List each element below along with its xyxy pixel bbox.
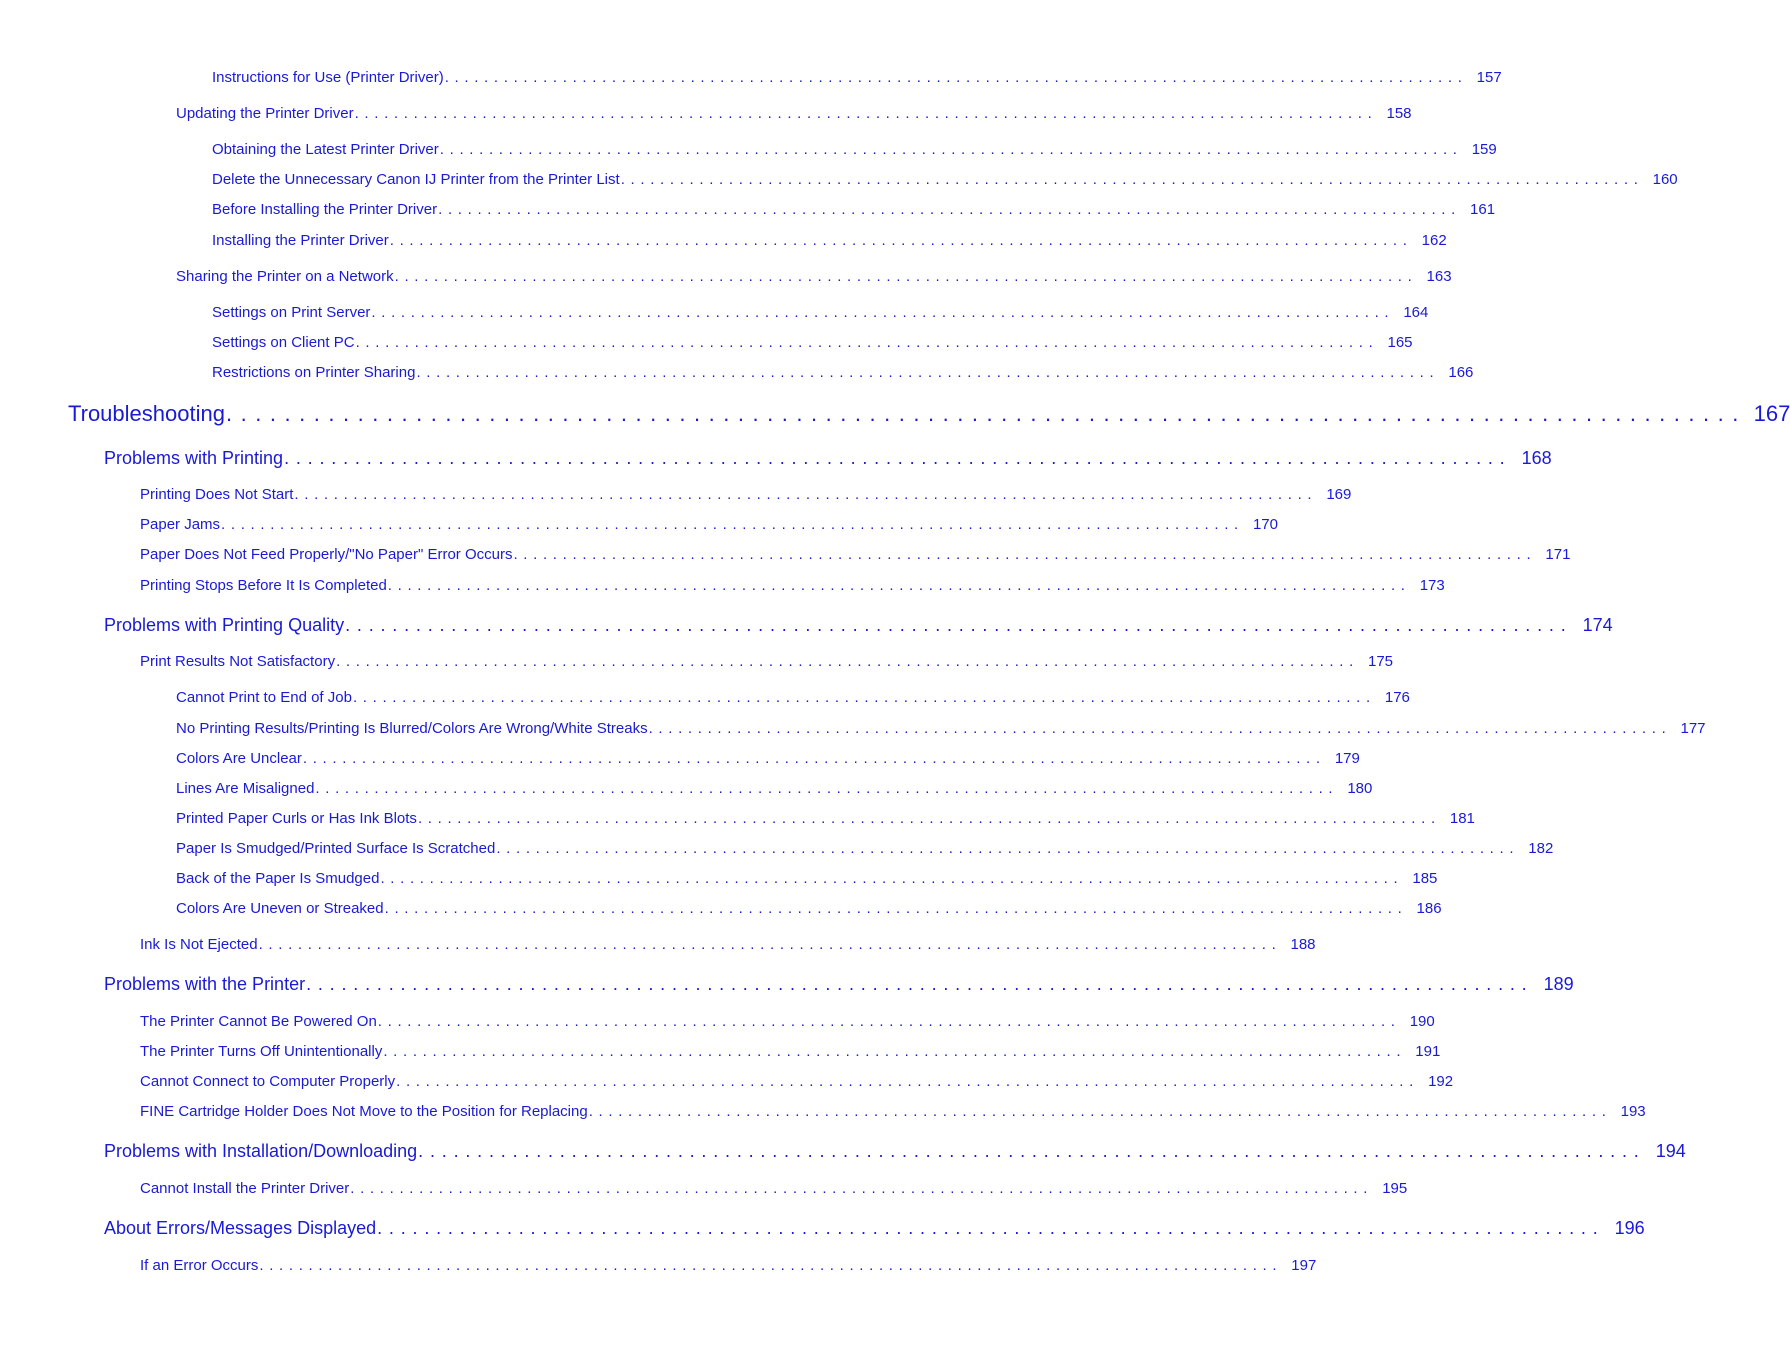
toc-entry-page-number: 192 bbox=[1428, 1073, 1454, 1090]
toc-entry-title: FINE Cartridge Holder Does Not Move to the Position for Replacing bbox=[140, 1103, 588, 1120]
dot-leader: . . . . . . . . . . . . . . . . . . . . . . . . . . . . . . . . . . . . . . . . . . . . . . . . . . . . . . . . . . . . . . . . . . . . . . . . . . . . . . . . . . . . . . . . . . . . . . . . . . . . . . . . bbox=[336, 653, 1354, 670]
dot-leader: . . . . . . . . . . . . . . . . . . . . . . . . . . . . . . . . . . . . . . . . . . . . . . . . . . . . . . . . . . . . . . . . . . . . . . . . . . . . . . . . . . . . . . . . . . . . . . . . . . . . . . . . bbox=[384, 900, 1403, 917]
toc-entry[interactable] bbox=[140, 1013, 1435, 1031]
dot-leader: . . . . . . . . . . . . . . . . . . . . . . . . . . . . . . . . . . . . . . . . . . . . . . . . . . . . . . . . . . . . . . . . . . . . . . . . . . . . . . . . . . . . . . . . . . . . . . . . . . . . . . . . bbox=[259, 1257, 1278, 1274]
toc-entry[interactable] bbox=[212, 334, 1413, 352]
toc-entry-title: Ink Is Not Ejected bbox=[140, 936, 258, 953]
dot-leader: . . . . . . . . . . . . . . . . . . . . . . . . . . . . . . . . . . . . . . . . . . . . . . . . . . . . . . . . . . . . . . . . . . . . . . . . . . . . . . . . . . . . . . . . . . . . . . . . . . . . . . . . bbox=[352, 689, 1371, 706]
dot-leader: . . . . . . . . . . . . . . . . . . . . . . . . . . . . . . . . . . . . . . . . . . . . . . . . . . . . . . . . . . . . . . . . . . . . . . . . . . . . . . . . . . . . . . . . . . . . . . . . . . . . . . . . bbox=[620, 171, 1639, 188]
toc-entry-title: Printing Does Not Start bbox=[140, 486, 294, 503]
toc-entry[interactable] bbox=[176, 810, 1475, 828]
toc-entry[interactable] bbox=[176, 105, 1412, 123]
toc-entry[interactable] bbox=[176, 870, 1438, 888]
toc-entry-title: Sharing the Printer on a Network bbox=[176, 268, 394, 285]
dot-leader: . . . . . . . . . . . . . . . . . . . . . . . . . . . . . . . . . . . . . . . . . . . . . . . . . . . . . . . . . . . . . . . . . . . . . . . . . . . . . . . . . . . . . . . . . . . . . . . . . . . . . . . . bbox=[315, 780, 1334, 797]
toc-entry-title: Delete the Unnecessary Canon IJ Printer from the Printer List bbox=[212, 171, 620, 188]
toc-entry-title: Printing Stops Before It Is Completed bbox=[140, 577, 387, 594]
toc-entry-title: The Printer Cannot Be Powered On bbox=[140, 1013, 377, 1030]
dot-leader: . . . . . . . . . . . . . . . . . . . . . . . . . . . . . . . . . . . . . . . . . . . . . . . . . . . . . . . . . . . . . . . . . . . . . . . . . . . . . . . . . . . . . . . . . . . . . . . . . . . . . . . . bbox=[394, 268, 1413, 285]
toc-entry[interactable] bbox=[140, 577, 1445, 595]
toc-entry-title: Problems with Installation/Downloading bbox=[104, 1141, 418, 1161]
dot-leader: . . . . . . . . . . . . . . . . . . . . . . . . . . . . . . . . . . . . . . . . . . . . . . . . . . . . . . . . . . . . . . . . . . . . . . . . . . . . . . . . . . . . . . . . . . . . . . . . . . . . . . . . bbox=[294, 486, 1313, 503]
toc-entry-page-number: 173 bbox=[1419, 577, 1445, 594]
dot-leader: . . . . . . . . . . . . . . . . . . . . . . . . . . . . . . . . . . . . . . . . . . . . . . . . . . . . . . . . . . . . . . . . . . . . . . . . . . . . . . . . . . . . . . . . . . . . . . . . . . . . . . . . bbox=[416, 364, 1435, 381]
toc-entry-title: Before Installing the Printer Driver bbox=[212, 201, 438, 218]
toc-entry-title: Print Results Not Satisfactory bbox=[140, 653, 336, 670]
toc-entry-page-number: 179 bbox=[1334, 750, 1360, 767]
toc-entry-title: Troubleshooting bbox=[68, 401, 225, 426]
toc-entry-page-number: 193 bbox=[1620, 1103, 1646, 1120]
dot-leader: . . . . . . . . . . . . . . . . . . . . . . . . . . . . . . . . . . . . . . . . . . . . . . . . . . . . . . . . . . . . . . . . . . . . . . . . . . . . . . . . . . . . . . . . . . . . . . . . . . . . . . . . bbox=[444, 69, 1463, 86]
toc-entry[interactable] bbox=[140, 546, 1571, 564]
dot-leader: . . . . . . . . . . . . . . . . . . . . . . . . . . . . . . . . . . . . . . . . . . . . . . . . . . . . . . . . . . . . . . . . . . . . . . . . . . . . . . . . . . . . . . . . . . . . . . . . . . . . . . . . bbox=[380, 870, 1399, 887]
toc-entry-title: About Errors/Messages Displayed bbox=[104, 1218, 377, 1238]
toc-entry[interactable] bbox=[176, 840, 1554, 858]
dot-leader: . . . . . . . . . . . . . . . . . . . . . . . . . . . . . . . . . . . . . . . . . . . . . . . . . . . . . . . . . . . . . . . . . . . . . . . . . . . . . . . . . . . . . . . . . . . . . . . . . . . . . . . . bbox=[496, 840, 1515, 857]
toc-entry-page-number: 171 bbox=[1545, 546, 1571, 563]
toc-entry-title: Settings on Client PC bbox=[212, 334, 355, 351]
toc-entry-title: Problems with the Printer bbox=[104, 974, 306, 994]
toc-entry-title: Cannot Print to End of Job bbox=[176, 689, 352, 706]
toc-entry-title: Back of the Paper Is Smudged bbox=[176, 870, 380, 887]
toc-entry-title: Paper Jams bbox=[140, 516, 221, 533]
toc-entry-page-number: 161 bbox=[1470, 201, 1496, 218]
toc-entry[interactable] bbox=[140, 516, 1278, 534]
toc-entry-page-number: 170 bbox=[1252, 516, 1278, 533]
dot-leader: . . . . . . . . . . . . . . . . . . . . . . . . . . . . . . . . . . . . . . . . . . . . . . . . . . . . . . . . . . . . . . . . . . . . . . . . . . . . . . . . . . . . . . . . . . . . . . . . . . . . . . . . bbox=[225, 401, 1740, 426]
toc-entry-page-number: 180 bbox=[1347, 780, 1373, 797]
toc-entry[interactable] bbox=[140, 486, 1352, 504]
dot-leader: . . . . . . . . . . . . . . . . . . . . . . . . . . . . . . . . . . . . . . . . . . . . . . . . . . . . . . . . . . . . . . . . . . . . . . . . . . . . . . . . . . . . . . . . . . . . . . . . . . . . . . . . bbox=[418, 1141, 1640, 1161]
toc-entry-page-number: 169 bbox=[1326, 486, 1352, 503]
dot-leader: . . . . . . . . . . . . . . . . . . . . . . . . . . . . . . . . . . . . . . . . . . . . . . . . . . . . . . . . . . . . . . . . . . . . . . . . . . . . . . . . . . . . . . . . . . . . . . . . . . . . . . . . bbox=[284, 448, 1506, 468]
toc-entry[interactable] bbox=[212, 171, 1678, 189]
toc-entry-title: Problems with Printing bbox=[104, 448, 284, 468]
dot-leader: . . . . . . . . . . . . . . . . . . . . . . . . . . . . . . . . . . . . . . . . . . . . . . . . . . . . . . . . . . . . . . . . . . . . . . . . . . . . . . . . . . . . . . . . . . . . . . . . . . . . . . . . bbox=[258, 936, 1277, 953]
dot-leader: . . . . . . . . . . . . . . . . . . . . . . . . . . . . . . . . . . . . . . . . . . . . . . . . . . . . . . . . . . . . . . . . . . . . . . . . . . . . . . . . . . . . . . . . . . . . . . . . . . . . . . . . bbox=[345, 615, 1567, 635]
toc-entry-title: Restrictions on Printer Sharing bbox=[212, 364, 416, 381]
toc-entry-page-number: 188 bbox=[1290, 936, 1316, 953]
toc-entry[interactable] bbox=[176, 720, 1706, 738]
toc-entry-title: If an Error Occurs bbox=[140, 1257, 259, 1274]
toc-entry[interactable] bbox=[176, 900, 1442, 918]
toc-entry-page-number: 165 bbox=[1387, 334, 1413, 351]
toc-entry[interactable] bbox=[176, 780, 1373, 798]
toc-entry[interactable] bbox=[140, 1073, 1454, 1091]
toc-entry[interactable] bbox=[212, 201, 1496, 219]
toc-entry-title: Installing the Printer Driver bbox=[212, 232, 389, 249]
dot-leader: . . . . . . . . . . . . . . . . . . . . . . . . . . . . . . . . . . . . . . . . . . . . . . . . . . . . . . . . . . . . . . . . . . . . . . . . . . . . . . . . . . . . . . . . . . . . . . . . . . . . . . . . bbox=[377, 1013, 1396, 1030]
toc-entry-page-number: 157 bbox=[1476, 69, 1502, 86]
dot-leader: . . . . . . . . . . . . . . . . . . . . . . . . . . . . . . . . . . . . . . . . . . . . . . . . . . . . . . . . . . . . . . . . . . . . . . . . . . . . . . . . . . . . . . . . . . . . . . . . . . . . . . . . bbox=[355, 334, 1374, 351]
toc-entry-title: No Printing Results/Printing Is Blurred/Colors Are Wrong/White Streaks bbox=[176, 720, 648, 737]
toc-entry[interactable] bbox=[212, 304, 1429, 322]
dot-leader: . . . . . . . . . . . . . . . . . . . . . . . . . . . . . . . . . . . . . . . . . . . . . . . . . . . . . . . . . . . . . . . . . . . . . . . . . . . . . . . . . . . . . . . . . . . . . . . . . . . . . . . . bbox=[513, 546, 1532, 563]
toc-entry-page-number: 166 bbox=[1448, 364, 1474, 381]
toc-entry[interactable] bbox=[176, 268, 1452, 286]
toc-entry-title: Colors Are Unclear bbox=[176, 750, 302, 767]
toc-entry-page-number: 164 bbox=[1403, 304, 1429, 321]
toc-entry-page-number: 174 bbox=[1582, 615, 1613, 635]
toc-entry[interactable] bbox=[176, 750, 1360, 768]
dot-leader: . . . . . . . . . . . . . . . . . . . . . . . . . . . . . . . . . . . . . . . . . . . . . . . . . . . . . . . . . . . . . . . . . . . . . . . . . . . . . . . . . . . . . . . . . . . . . . . . . . . . . . . . bbox=[350, 1180, 1369, 1197]
toc-entry[interactable] bbox=[140, 653, 1394, 671]
dot-leader: . . . . . . . . . . . . . . . . . . . . . . . . . . . . . . . . . . . . . . . . . . . . . . . . . . . . . . . . . . . . . . . . . . . . . . . . . . . . . . . . . . . . . . . . . . . . . . . . . . . . . . . . bbox=[389, 232, 1408, 249]
toc-entry[interactable] bbox=[140, 1180, 1408, 1198]
dot-leader: . . . . . . . . . . . . . . . . . . . . . . . . . . . . . . . . . . . . . . . . . . . . . . . . . . . . . . . . . . . . . . . . . . . . . . . . . . . . . . . . . . . . . . . . . . . . . . . . . . . . . . . . bbox=[302, 750, 1321, 767]
toc-entry[interactable] bbox=[104, 1217, 1645, 1239]
toc-entry-page-number: 182 bbox=[1528, 840, 1554, 857]
dot-leader: . . . . . . . . . . . . . . . . . . . . . . . . . . . . . . . . . . . . . . . . . . . . . . . . . . . . . . . . . . . . . . . . . . . . . . . . . . . . . . . . . . . . . . . . . . . . . . . . . . . . . . . . bbox=[417, 810, 1436, 827]
toc-entry-title: Problems with Printing Quality bbox=[104, 615, 345, 635]
toc-entry-page-number: 162 bbox=[1421, 232, 1447, 249]
toc-entry-title: Printed Paper Curls or Has Ink Blots bbox=[176, 810, 417, 827]
toc-entry-title: Paper Is Smudged/Printed Surface Is Scratched bbox=[176, 840, 496, 857]
toc-entry-title: Colors Are Uneven or Streaked bbox=[176, 900, 384, 917]
toc-entry-page-number: 189 bbox=[1543, 974, 1574, 994]
dot-leader: . . . . . . . . . . . . . . . . . . . . . . . . . . . . . . . . . . . . . . . . . . . . . . . . . . . . . . . . . . . . . . . . . . . . . . . . . . . . . . . . . . . . . . . . . . . . . . . . . . . . . . . . bbox=[377, 1218, 1599, 1238]
toc-entry-title: Instructions for Use (Printer Driver) bbox=[212, 69, 444, 86]
dot-leader: . . . . . . . . . . . . . . . . . . . . . . . . . . . . . . . . . . . . . . . . . . . . . . . . . . . . . . . . . . . . . . . . . . . . . . . . . . . . . . . . . . . . . . . . . . . . . . . . . . . . . . . . bbox=[387, 577, 1406, 594]
toc-entry-page-number: 177 bbox=[1680, 720, 1706, 737]
toc-entry-page-number: 176 bbox=[1384, 689, 1410, 706]
toc-entry-title: Settings on Print Server bbox=[212, 304, 371, 321]
toc-entry-page-number: 191 bbox=[1415, 1043, 1441, 1060]
dot-leader: . . . . . . . . . . . . . . . . . . . . . . . . . . . . . . . . . . . . . . . . . . . . . . . . . . . . . . . . . . . . . . . . . . . . . . . . . . . . . . . . . . . . . . . . . . . . . . . . . . . . . . . . bbox=[306, 974, 1528, 994]
toc-entry-page-number: 168 bbox=[1521, 448, 1552, 468]
toc-entry-title: Obtaining the Latest Printer Driver bbox=[212, 141, 439, 158]
toc-entry-title: Lines Are Misaligned bbox=[176, 780, 315, 797]
toc-entry[interactable] bbox=[140, 1257, 1317, 1275]
dot-leader: . . . . . . . . . . . . . . . . . . . . . . . . . . . . . . . . . . . . . . . . . . . . . . . . . . . . . . . . . . . . . . . . . . . . . . . . . . . . . . . . . . . . . . . . . . . . . . . . . . . . . . . . bbox=[221, 516, 1239, 533]
toc-entry-page-number: 194 bbox=[1655, 1141, 1686, 1161]
toc-entry-title: The Printer Turns Off Unintentionally bbox=[140, 1043, 383, 1060]
dot-leader: . . . . . . . . . . . . . . . . . . . . . . . . . . . . . . . . . . . . . . . . . . . . . . . . . . . . . . . . . . . . . . . . . . . . . . . . . . . . . . . . . . . . . . . . . . . . . . . . . . . . . . . . bbox=[439, 141, 1458, 158]
toc-entry[interactable] bbox=[104, 614, 1613, 636]
toc-entry[interactable] bbox=[212, 364, 1474, 382]
toc-entry-page-number: 175 bbox=[1368, 653, 1394, 670]
dot-leader: . . . . . . . . . . . . . . . . . . . . . . . . . . . . . . . . . . . . . . . . . . . . . . . . . . . . . . . . . . . . . . . . . . . . . . . . . . . . . . . . . . . . . . . . . . . . . . . . . . . . . . . . bbox=[354, 105, 1373, 122]
toc-entry-page-number: 195 bbox=[1382, 1180, 1408, 1197]
toc-entry-page-number: 185 bbox=[1412, 870, 1438, 887]
toc-entry-title: Paper Does Not Feed Properly/"No Paper" Error Occurs bbox=[140, 546, 513, 563]
toc-entry-page-number: 160 bbox=[1652, 171, 1678, 188]
toc-entry[interactable] bbox=[212, 232, 1447, 250]
toc-entry-page-number: 197 bbox=[1291, 1257, 1317, 1274]
toc-entry-page-number: 158 bbox=[1386, 105, 1412, 122]
toc-entry[interactable] bbox=[176, 689, 1410, 707]
toc-entry[interactable] bbox=[140, 1043, 1441, 1061]
toc-entry[interactable] bbox=[104, 1140, 1686, 1162]
dot-leader: . . . . . . . . . . . . . . . . . . . . . . . . . . . . . . . . . . . . . . . . . . . . . . . . . . . . . . . . . . . . . . . . . . . . . . . . . . . . . . . . . . . . . . . . . . . . . . . . . . . . . . . . bbox=[383, 1043, 1402, 1060]
toc-entry-page-number: 190 bbox=[1409, 1013, 1435, 1030]
toc-entry-title: Cannot Connect to Computer Properly bbox=[140, 1073, 396, 1090]
dot-leader: . . . . . . . . . . . . . . . . . . . . . . . . . . . . . . . . . . . . . . . . . . . . . . . . . . . . . . . . . . . . . . . . . . . . . . . . . . . . . . . . . . . . . . . . . . . . . . . . . . . . . . . . bbox=[396, 1073, 1415, 1090]
dot-leader: . . . . . . . . . . . . . . . . . . . . . . . . . . . . . . . . . . . . . . . . . . . . . . . . . . . . . . . . . . . . . . . . . . . . . . . . . . . . . . . . . . . . . . . . . . . . . . . . . . . . . . . . bbox=[648, 720, 1667, 737]
toc-entry[interactable] bbox=[68, 401, 1790, 427]
toc-entry-page-number: 196 bbox=[1614, 1218, 1645, 1238]
dot-leader: . . . . . . . . . . . . . . . . . . . . . . . . . . . . . . . . . . . . . . . . . . . . . . . . . . . . . . . . . . . . . . . . . . . . . . . . . . . . . . . . . . . . . . . . . . . . . . . . . . . . . . . . bbox=[588, 1103, 1607, 1120]
toc-entry[interactable] bbox=[140, 1103, 1646, 1121]
toc-entry-page-number: 159 bbox=[1471, 141, 1497, 158]
toc-entry-title: Updating the Printer Driver bbox=[176, 105, 354, 122]
dot-leader: . . . . . . . . . . . . . . . . . . . . . . . . . . . . . . . . . . . . . . . . . . . . . . . . . . . . . . . . . . . . . . . . . . . . . . . . . . . . . . . . . . . . . . . . . . . . . . . . . . . . . . . . bbox=[371, 304, 1390, 321]
toc-entry[interactable] bbox=[212, 141, 1497, 159]
toc-entry-page-number: 163 bbox=[1426, 268, 1452, 285]
toc-entry-page-number: 186 bbox=[1416, 900, 1442, 917]
toc-entry[interactable] bbox=[104, 973, 1574, 995]
toc-entry[interactable] bbox=[140, 936, 1316, 954]
toc-entry-page-number: 181 bbox=[1449, 810, 1475, 827]
dot-leader: . . . . . . . . . . . . . . . . . . . . . . . . . . . . . . . . . . . . . . . . . . . . . . . . . . . . . . . . . . . . . . . . . . . . . . . . . . . . . . . . . . . . . . . . . . . . . . . . . . . . . . . . bbox=[438, 201, 1457, 218]
toc-entry-title: Cannot Install the Printer Driver bbox=[140, 1180, 350, 1197]
toc-entry-page-number: 167 bbox=[1753, 401, 1790, 426]
toc-entry[interactable] bbox=[212, 69, 1502, 87]
toc-entry[interactable] bbox=[104, 447, 1552, 469]
